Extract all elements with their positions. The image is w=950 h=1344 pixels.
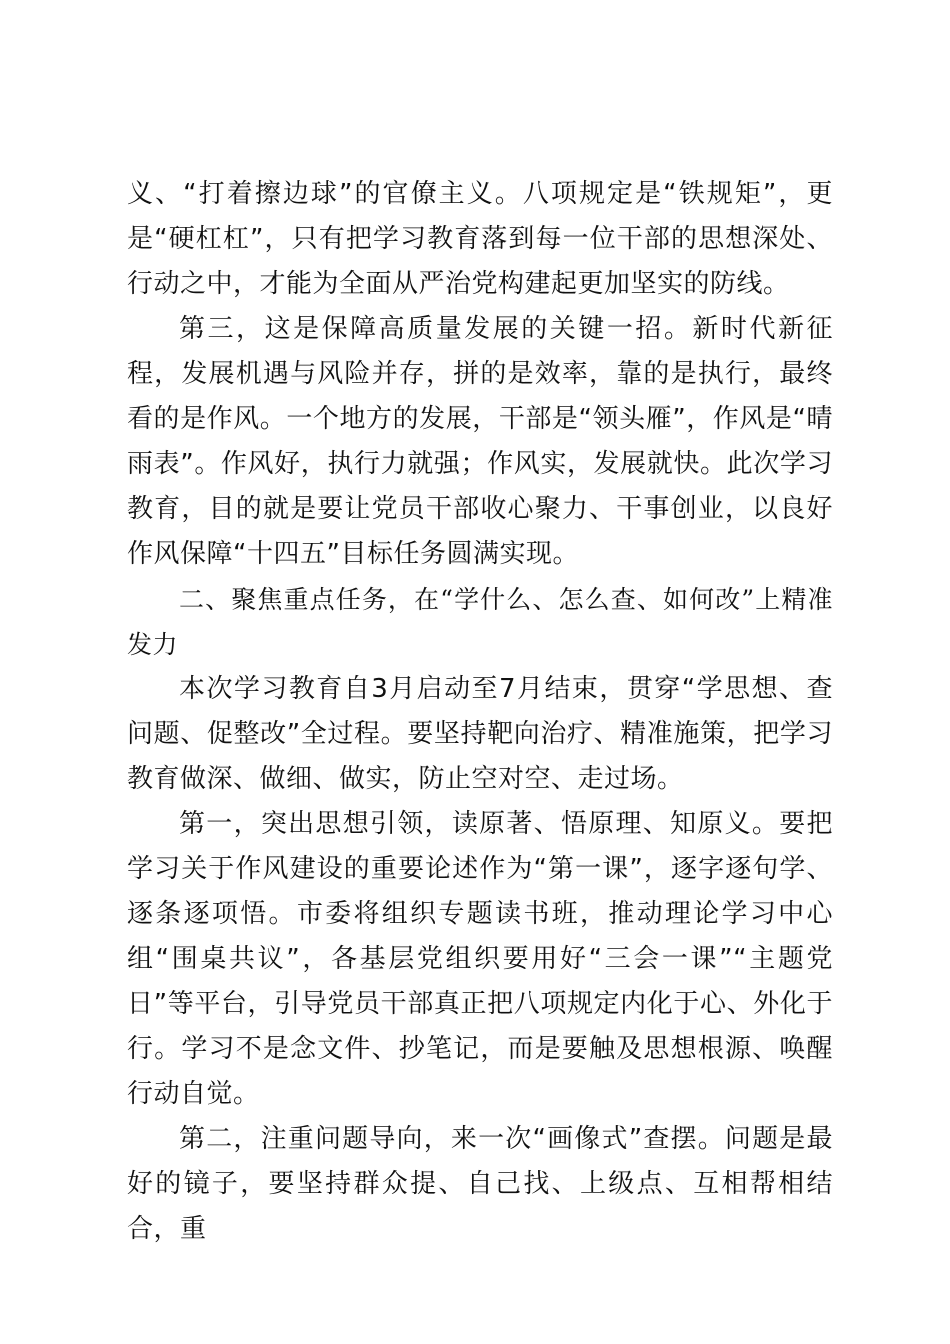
paragraph-second-point: 第二，注重问题导向，来一次“画像式”查摆。问题是最好的镜子，要坚持群众提、自己找、上级点、互相帮相结合，重	[127, 1124, 833, 1244]
document-body	[127, 172, 833, 1252]
paragraph-third-point: 第三，这是保障高质量发展的关键一招。新时代新征程，发展机遇与风险并存，拼的是效率，靠的是执行，最终看的是作风。一个地方的发展，干部是“领头雁”，作风是“晴雨表”。作风好，执行力就强；作风实，发展就快。此次学习教育，目的就是要让党员干部收心聚力、干事创业，以良好作风保障“十四五”目标任务圆满实现。	[127, 314, 833, 569]
section-heading-two: 二、聚焦重点任务，在“学什么、怎么查、如何改”上精准发力	[127, 585, 833, 659]
paragraph-first-point: 第一，突出思想引领，读原著、悟原理、知原义。要把学习关于作风建设的重要论述作为“第一课”，逐字逐句学、逐条逐项悟。市委将组织专题读书班，推动理论学习中心组“围桌共议”，各基层党组织要用好“三会一课”“主题党日”等平台，引导党员干部真正把八项规定内化于心、外化于行。学习不是念文件、抄笔记，而是要触及思想根源、唤醒行动自觉。	[127, 809, 833, 1109]
paragraph-continuation: 义、“打着擦边球”的官僚主义。八项规定是“铁规矩”，更是“硬杠杠”，只有把学习教育落到每一位干部的思想深处、行动之中，才能为全面从严治党构建起更加坚实的防线。	[127, 179, 833, 299]
paragraph-schedule: 本次学习教育自3月启动至7月结束，贯穿“学思想、查问题、促整改”全过程。要坚持靶向治疗、精准施策，把学习教育做深、做细、做实，防止空对空、走过场。	[127, 674, 833, 794]
